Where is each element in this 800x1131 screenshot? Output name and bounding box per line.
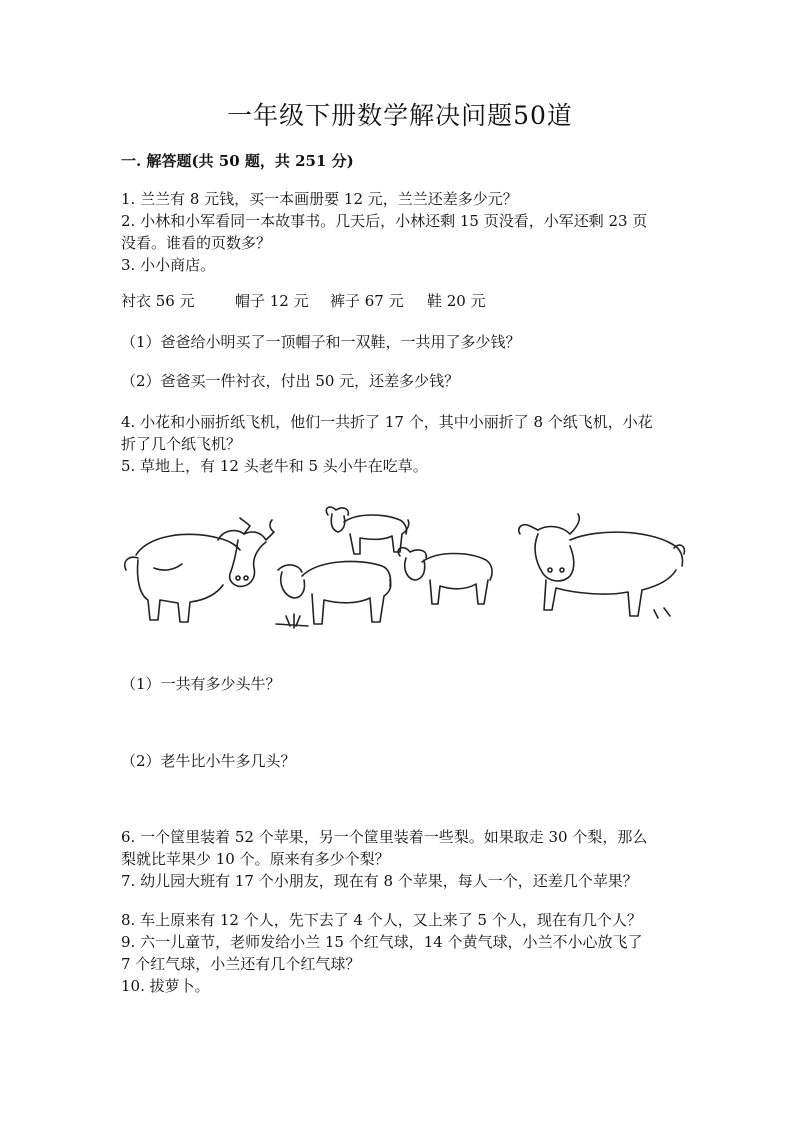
question-4-line-1: 4. 小花和小丽折纸飞机，他们一共折了 17 个，其中小丽折了 8 个纸飞机，小花 xyxy=(121,413,653,431)
cattle-illustration xyxy=(118,500,688,640)
question-3: 3. 小小商店。 xyxy=(121,256,216,274)
calf-grazing-icon xyxy=(276,561,391,628)
question-4-line-2: 折了几个纸飞机？ xyxy=(121,435,242,453)
page-title: 一年级下册数学解决问题50道 xyxy=(227,101,573,130)
calf-right-icon xyxy=(398,548,492,604)
question-5-part-1: （1）一共有多少头牛？ xyxy=(121,675,281,693)
question-1: 1. 兰兰有 8 元钱，买一本画册要 12 元，兰兰还差多少元？ xyxy=(121,190,518,208)
question-6-line-2: 梨就比苹果少 10 个。原来有多少个梨？ xyxy=(121,850,390,868)
ox-right-icon xyxy=(519,514,685,618)
ox-left-icon xyxy=(125,518,274,622)
price-shirt: 衬衣 56 元 xyxy=(121,292,195,310)
question-2-line-2: 没看。谁看的页数多？ xyxy=(121,234,272,252)
question-6-line-1: 6. 一个筐里装着 52 个苹果，另一个筐里装着一些梨。如果取走 30 个梨，那么 xyxy=(121,828,648,846)
question-3-part-2: （2）爸爸买一件衬衣，付出 50 元，还差多少钱？ xyxy=(121,372,460,390)
question-9-line-1: 9. 六一儿童节，老师发给小兰 15 个红气球，14 个黄气球，小兰不小心放飞了 xyxy=(121,933,643,951)
question-9-line-2: 7 个红气球，小兰还有几个红气球？ xyxy=(121,955,361,973)
question-5: 5. 草地上，有 12 头老牛和 5 头小牛在吃草。 xyxy=(121,457,428,475)
price-pants: 裤子 67 元 xyxy=(330,292,404,310)
question-2-line-1: 2. 小林和小军看同一本故事书。几天后，小林还剩 15 页没看，小军还剩 23 页 xyxy=(121,212,648,230)
price-shoes: 鞋 20 元 xyxy=(427,292,486,310)
question-5-part-2: （2）老牛比小牛多几头？ xyxy=(121,752,296,770)
question-7: 7. 幼儿园大班有 17 个小朋友，现在有 8 个苹果，每人一个，还差几个苹果？ xyxy=(121,872,638,890)
question-3-part-1: （1）爸爸给小明买了一顶帽子和一双鞋，一共用了多少钱？ xyxy=(121,333,521,351)
question-10: 10. 拔萝卜。 xyxy=(121,977,210,995)
section-heading: 一. 解答题(共 50 题，共 251 分) xyxy=(121,152,354,170)
question-8: 8. 车上原来有 12 个人，先下去了 4 个人，又上来了 5 个人，现在有几个人？ xyxy=(121,911,642,929)
calf-top-icon xyxy=(326,507,408,554)
price-hat: 帽子 12 元 xyxy=(235,292,309,310)
